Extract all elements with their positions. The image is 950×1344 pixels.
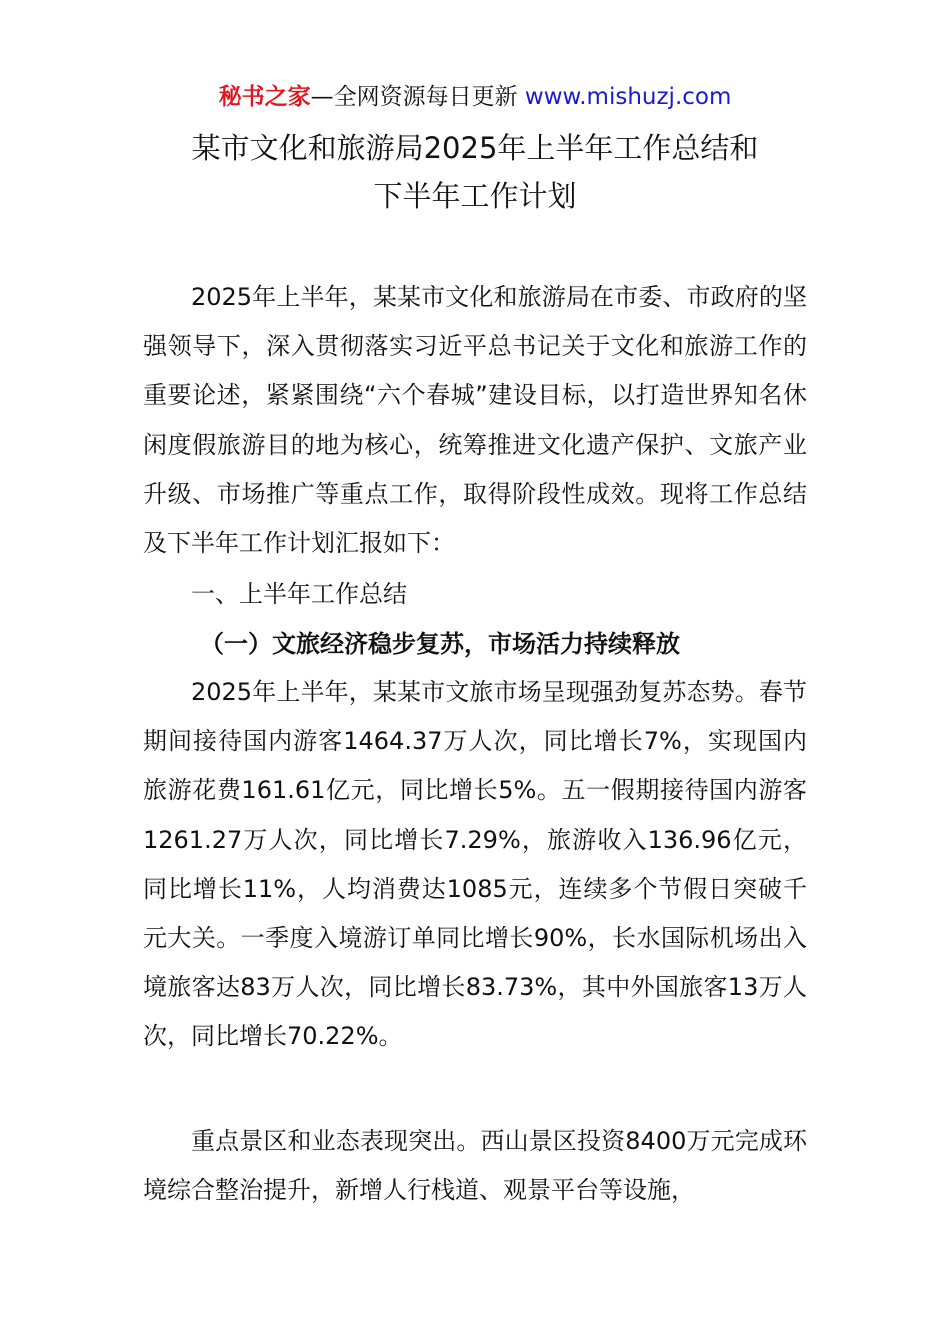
scenic-paragraph: 重点景区和业态表现突出。西山景区投资8400万元完成环境综合整治提升，新增人行栈道、观景平台等设施， [143,1127,807,1205]
intro-paragraph: 2025年上半年，某某市文化和旅游局在市委、市政府的坚强领导下，深入贯彻落实习近平总书记关于文化和旅游工作的重要论述，紧紧围绕“六个春城”建设目标，以打造世界知名休闲度假旅游目的地为核心，统筹推进文化遗产保护、文旅产业升级、市场推广等重点工作，取得阶段性成效。现将工作总结及下半年工作计划汇报如下： [143,283,807,558]
market-paragraph: 2025年上半年，某某市文旅市场呈现强劲复苏态势。春节期间接待国内游客1464.37万人次，同比增长7%，实现国内旅游花费161.61亿元，同比增长5%。五一假期接待国内游客1261.27万人次，同比增长7.29%，旅游收入136.96亿元，同比增长11%，人均消费达1085元，连续多个节假日突破千元大关。一季度入境游订单同比增长90%，长水国际机场出入境旅客达83万人次，同比增长83.73%，其中外国旅客13万人次，同比增长70.22%。 [143,678,807,1051]
site-banner [0,80,950,114]
subsection-heading: （一）文旅经济稳步复苏，市场活力持续释放 [200,630,680,658]
brand-name: 秘书之家 [218,84,311,110]
banner-tagline: —全网资源每日更新 [310,84,518,110]
section-heading: 一、上半年工作总结 [191,580,407,608]
document-title-line-2: 下半年工作计划 [373,179,577,213]
document-title-line-1: 某市文化和旅游局2025年上半年工作总结和 [191,131,759,165]
site-link[interactable]: www.mishuzj.com [524,84,732,110]
